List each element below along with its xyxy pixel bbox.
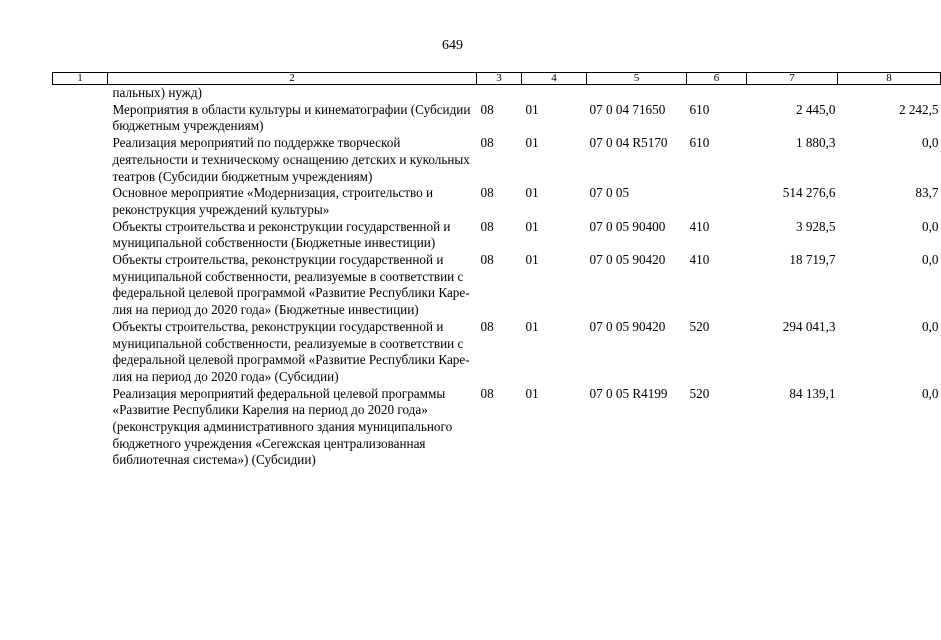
row-target-article: 07 0 04 71650 <box>589 101 666 117</box>
row-number-cell <box>53 185 108 218</box>
row-name: Реализация мероприятий по поддержке творческой деятельности и техническому оснащению детских и кукольных театров (Субсидии бюджетным учреждениям) <box>112 135 470 184</box>
row-number-cell <box>53 386 108 470</box>
row-amount: 84 139,1 <box>789 385 836 401</box>
row-value-8: 0,0 <box>922 252 939 268</box>
row-subsection: 01 <box>525 252 539 268</box>
page-number: 649 <box>442 38 463 53</box>
header-col-6: 6 <box>687 73 747 85</box>
row-number-cell <box>53 102 108 135</box>
row-expense-type: 410 <box>689 218 710 234</box>
row-value-8: 0,0 <box>922 318 939 334</box>
row-name: Мероприятия в области культуры и кинематографии (Субсидии бюджетным учреждениям) <box>112 101 471 134</box>
header-col-7: 7 <box>747 73 838 85</box>
row-value-8: 0,0 <box>922 135 939 151</box>
row-section: 08 <box>480 318 494 334</box>
row-name: пальных) нужд) <box>112 85 203 100</box>
budget-table <box>52 72 941 469</box>
row-number-cell <box>53 85 108 102</box>
row-name: Объекты строительства и реконструкции государственной и муниципальной собственности (Бюджетные инвестиции) <box>112 218 451 251</box>
row-target-article: 07 0 05 90420 <box>589 252 666 268</box>
row-expense-type <box>687 85 747 102</box>
row-value-8 <box>838 85 941 102</box>
row-section: 08 <box>480 385 494 401</box>
table-body <box>53 85 941 470</box>
row-expense-type: 610 <box>689 101 710 117</box>
row-amount: 294 041,3 <box>782 318 836 334</box>
row-amount: 2 445,0 <box>795 101 836 117</box>
row-target-article: 07 0 05 <box>589 185 630 201</box>
row-amount: 514 276,6 <box>782 185 836 201</box>
header-col-3: 3 <box>477 73 522 85</box>
header-row <box>53 73 941 85</box>
table-row <box>53 102 941 135</box>
table-header <box>53 73 941 85</box>
row-amount: 3 928,5 <box>795 218 836 234</box>
table-row <box>53 219 941 252</box>
row-expense-type <box>687 185 747 218</box>
row-number-cell <box>53 219 108 252</box>
row-target-article <box>587 85 687 102</box>
row-name: Объекты строительства, реконструкции государственной и муниципальной собственности, реализуемые в соответствии с федеральной целевой программой «Развитие Республики Карелия на период до 2020 года» (Субсидии) <box>112 318 470 384</box>
row-value-8: 0,0 <box>922 218 939 234</box>
row-section: 08 <box>480 252 494 268</box>
header-col-1: 1 <box>53 73 108 85</box>
row-amount: 18 719,7 <box>789 252 836 268</box>
row-section: 08 <box>480 101 494 117</box>
table-row <box>53 135 941 185</box>
row-number-cell <box>53 252 108 319</box>
row-section <box>477 85 522 102</box>
row-subsection: 01 <box>525 385 539 401</box>
row-target-article: 07 0 04 R5170 <box>589 135 668 151</box>
header-col-5: 5 <box>587 73 687 85</box>
row-subsection: 01 <box>525 185 539 201</box>
row-number-cell <box>53 135 108 185</box>
row-number-cell <box>53 319 108 386</box>
header-col-8: 8 <box>838 73 941 85</box>
row-target-article: 07 0 05 90420 <box>589 318 666 334</box>
row-value-8: 83,7 <box>915 185 939 201</box>
row-value-8: 2 242,5 <box>898 101 939 117</box>
table-row <box>53 252 941 319</box>
table-row <box>53 319 941 386</box>
row-subsection: 01 <box>525 218 539 234</box>
row-expense-type: 410 <box>689 252 710 268</box>
row-subsection: 01 <box>525 135 539 151</box>
table-row <box>53 85 941 102</box>
table-row <box>53 386 941 470</box>
row-section: 08 <box>480 135 494 151</box>
row-subsection: 01 <box>525 101 539 117</box>
row-target-article: 07 0 05 90400 <box>589 218 666 234</box>
table-row <box>53 185 941 218</box>
row-section: 08 <box>480 185 494 201</box>
row-name: Основное мероприятие «Модернизация, строительство и реконструкция учреждений культуры» <box>112 185 434 217</box>
row-amount: 1 880,3 <box>795 135 836 151</box>
row-name: Объекты строительства, реконструкции государственной и муниципальной собственности, реализуемые в соответствии с федеральной целевой программой «Развитие Республики Карелия на период до 2020 года» (Бюджетные инвестиции) <box>112 252 470 318</box>
row-section: 08 <box>480 218 494 234</box>
row-name: Реализация мероприятий федеральной целевой программы «Развитие Республики Карелия на период до 2020 года» (реконструкция административного здания муниципального бюджетного учреждения «Сегежская централизованная библиотечная система») (Субсидии) <box>112 385 453 468</box>
row-value-8: 0,0 <box>922 385 939 401</box>
row-expense-type: 610 <box>689 135 710 151</box>
row-target-article: 07 0 05 R4199 <box>589 385 668 401</box>
header-col-2: 2 <box>108 73 477 85</box>
header-col-4: 4 <box>522 73 587 85</box>
row-expense-type: 520 <box>689 318 710 334</box>
row-subsection: 01 <box>525 318 539 334</box>
row-expense-type: 520 <box>689 385 710 401</box>
row-amount <box>747 85 838 102</box>
row-subsection <box>522 85 587 102</box>
